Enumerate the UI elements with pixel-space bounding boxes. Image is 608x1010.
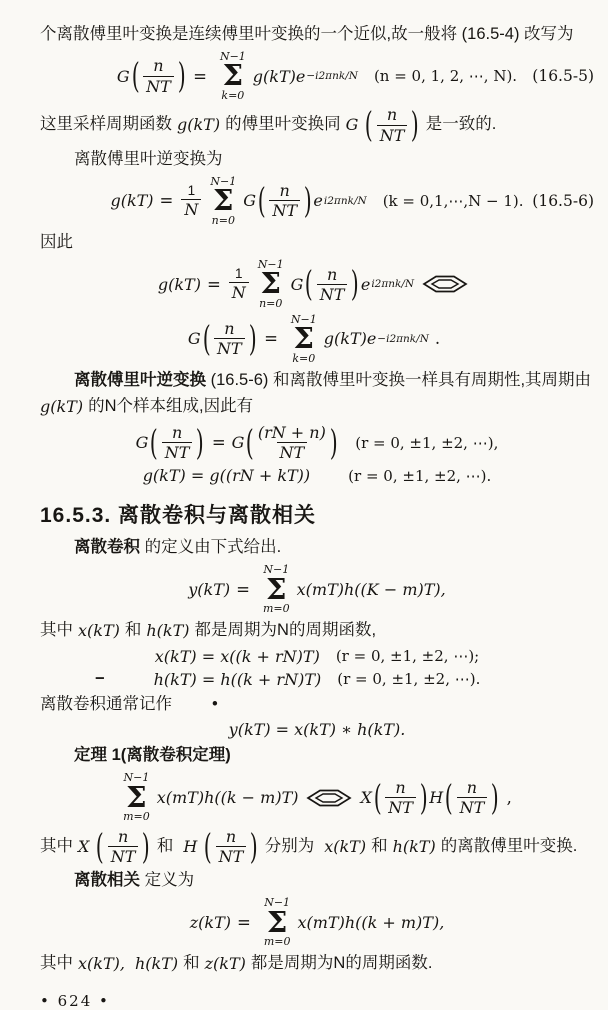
bold-lead: 离散相关 (74, 871, 140, 890)
exponent: i2πnk/N (323, 194, 367, 207)
condition: (r = 0, ±1, ±2, ⋯); (335, 647, 480, 666)
fraction-n-NT (377, 105, 408, 144)
denominator: NT (162, 442, 193, 462)
sample-function-line (40, 105, 594, 144)
sigma-symbol: Σ (266, 571, 287, 606)
periodicity-paragraph-line2 (40, 395, 594, 419)
math-gkT: g(kT) (110, 191, 154, 211)
equals-sign: = (206, 274, 221, 294)
math-expression: y(kT) = x(kT) ∗ h(kT). (228, 720, 406, 740)
equation-h-periodicity (40, 670, 594, 689)
math-G: G (243, 191, 256, 211)
math-G: G (116, 66, 130, 86)
sum-lower-limit: m=0 (262, 602, 290, 616)
text-segment: 定义为 (144, 871, 195, 890)
math-xkT: x(kT) (78, 620, 120, 640)
denominator: NT (277, 442, 308, 462)
denominator: N (229, 282, 249, 302)
sum-lower-limit: k=0 (221, 88, 245, 102)
equation-convolution-theorem (40, 772, 594, 823)
where-XH-line (40, 827, 594, 866)
condition: (k = 0,1,⋯,N − 1). (382, 191, 524, 210)
text-segment: (16.5-6) 和离散傅里叶变换一样具有周期性,其周期由 (210, 371, 592, 390)
right-paren: ) (411, 104, 420, 146)
denominator: NT (214, 338, 245, 358)
equation-idft (40, 176, 594, 227)
text-segment: 和 (183, 953, 200, 972)
left-paren: ( (257, 180, 266, 222)
summand: g(kT)e (252, 66, 306, 86)
text-segment: 其中 (40, 836, 73, 855)
denominator: NT (216, 846, 247, 866)
denominator: NT (269, 200, 300, 220)
where-xhz-line (40, 952, 594, 976)
text-segment: 都是周期为N的周期函数, (194, 620, 377, 639)
denominator: N (181, 199, 201, 219)
bold-lead: 离散卷积 (74, 538, 140, 557)
math-zkT: z(kT) (189, 912, 231, 932)
math-H: H (429, 788, 444, 808)
fraction-n-NT (216, 827, 247, 866)
correlation-def-line (40, 868, 594, 893)
left-paren: ( (131, 55, 140, 97)
fraction-n-NT (162, 423, 193, 462)
intro-paragraph: 个离散傅里叶变换是连续傅里叶变换的一个近似,故一般将 (16.5-4) 改写为 (40, 25, 574, 43)
right-paren: ) (491, 777, 499, 818)
math-G: G (345, 115, 359, 135)
math-hkT: h(kT) (146, 620, 190, 640)
equation-pair-inverse (40, 314, 594, 365)
summation (291, 314, 317, 365)
text-segment: 是一致的. (425, 115, 497, 134)
inverse-intro-line: 离散傅里叶逆变换为 (74, 149, 223, 168)
exponent: −i2πnk/N (377, 332, 429, 345)
text-segment: 离散卷积通常记作 (40, 694, 172, 713)
sum-upper-limit: N−1 (263, 562, 290, 576)
math-hkT: h(kT) (134, 953, 179, 973)
summation (220, 51, 246, 102)
math-G: G (290, 274, 304, 294)
theorem-label: 定理 1(离散卷积定理) (74, 746, 231, 765)
sum-upper-limit: N−1 (123, 771, 150, 785)
sigma-symbol: Σ (222, 58, 244, 93)
sigma-symbol: Σ (293, 321, 315, 356)
left-paren: ( (373, 777, 382, 818)
math-gkT: g(kT) (40, 397, 84, 417)
denominator: NT (377, 125, 408, 145)
summation (264, 897, 291, 948)
summand: g(kT)e (323, 329, 377, 349)
sum-lower-limit: n=0 (259, 297, 283, 310)
condition: (r = 0, ±1, ±2, ⋯), (355, 433, 499, 452)
equals-sign: = (264, 329, 278, 349)
math-H: H (183, 836, 198, 856)
transform-pair-icon (306, 788, 352, 808)
text-segment: 和 (156, 836, 174, 855)
summand: x(mT)h((k − m)T) (156, 788, 299, 808)
math-G: G (135, 433, 149, 453)
math-hkT: h(kT) (392, 836, 436, 856)
periodicity-paragraph-line1 (40, 368, 594, 393)
right-paren: ) (250, 826, 258, 867)
thus-line: 因此 (40, 233, 73, 252)
sum-upper-limit: N−1 (219, 49, 246, 63)
text-segment: 分别为 (264, 836, 315, 855)
sigma-symbol: Σ (260, 266, 281, 301)
exponent: −i2πnk/N (306, 70, 358, 83)
right-paren: ) (177, 55, 186, 97)
math-e: e (360, 274, 371, 294)
sum-upper-limit: N−1 (264, 895, 291, 909)
denominator: NT (143, 76, 174, 96)
where-xh-line (40, 619, 594, 643)
left-paren: ( (305, 263, 314, 305)
page-number: • 624 • (40, 991, 110, 1010)
numerator: n (326, 264, 338, 284)
numerator: n (279, 181, 290, 201)
equation-convolution-notation (40, 720, 594, 739)
fraction-n-NT (269, 181, 300, 220)
math-ykT: y(kT) (188, 579, 231, 599)
math-expression: h(kT) = h((k + rN)T) (153, 669, 322, 689)
math-xkT: x(kT), (78, 953, 125, 973)
fraction-n-NT (385, 778, 416, 817)
equals-sign: = (159, 191, 174, 211)
fraction-n-NT (214, 319, 245, 358)
right-paren: ) (419, 777, 428, 818)
comma: , (506, 788, 512, 808)
convolution-notation-line (40, 693, 594, 717)
convolution-def-line (40, 535, 594, 560)
fraction-n-NT (317, 265, 348, 304)
text-segment: 的定义由下式给出. (144, 538, 282, 557)
equation-correlation (40, 897, 594, 948)
fraction-1-N (229, 266, 249, 302)
math-gkT: g(kT) (157, 274, 201, 294)
period: . (434, 329, 441, 349)
fraction-n-NT (457, 778, 488, 817)
sigma-symbol: Σ (213, 183, 234, 218)
equation-convolution (40, 564, 594, 615)
stray-dot-artifact: • (212, 694, 218, 713)
right-paren: ) (196, 422, 205, 463)
sum-lower-limit: k=0 (292, 351, 316, 365)
condition: (n = 0, 1, 2, ⋯, N). (373, 67, 518, 86)
math-X: X (360, 788, 372, 808)
fraction-1-N (181, 183, 201, 219)
equation-g-periodicity (40, 466, 594, 485)
sigma-symbol: Σ (266, 904, 288, 939)
sum-upper-limit: N−1 (210, 174, 237, 188)
equals-sign: = (236, 912, 251, 932)
left-paren: ( (96, 826, 105, 867)
text-segment: 其中 (40, 620, 73, 639)
math-expression: x(kT) = x((k + rN)T) (154, 646, 320, 666)
sum-lower-limit: m=0 (123, 810, 150, 824)
math-X: X (78, 836, 90, 856)
numerator: n (225, 826, 237, 846)
summation (258, 259, 284, 310)
text-segment: 的N个样本组成,因此有 (88, 396, 254, 415)
equation-dft (40, 51, 594, 102)
numerator: n (153, 56, 164, 76)
sum-upper-limit: N−1 (290, 312, 317, 326)
left-paren: ( (202, 318, 211, 360)
left-paren: ( (246, 422, 255, 463)
sum-lower-limit: m=0 (263, 935, 291, 949)
denominator: NT (385, 797, 416, 817)
numerator: n (466, 777, 478, 797)
numerator: n (395, 777, 406, 797)
equation-G-periodicity (40, 423, 594, 462)
math-gkT: g(kT) (177, 115, 221, 135)
text-segment: 这里采样周期函数 (40, 115, 172, 134)
fraction-n-NT (108, 827, 139, 866)
section-heading: 16.5.3. 离散卷积与离散相关 (40, 504, 317, 528)
summation (263, 564, 290, 615)
denominator: NT (457, 797, 488, 817)
summation (210, 176, 236, 227)
math-e: e (313, 191, 323, 211)
text-segment: 和 (371, 836, 388, 855)
sum-lower-limit: n=0 (211, 213, 235, 227)
bold-lead: 离散傅里叶逆变换 (74, 371, 206, 390)
equals-sign: = (211, 433, 226, 453)
left-paren: ( (444, 777, 453, 818)
summand: x(mT)h((k + m)T), (297, 912, 445, 932)
fraction-n-NT (143, 56, 174, 95)
denominator: NT (317, 284, 348, 304)
equation-pair-forward (40, 259, 594, 310)
numerator: n (117, 826, 129, 846)
math-G: G (231, 433, 245, 453)
numerator: (rN + n) (257, 422, 326, 442)
text-segment: 和 (124, 620, 142, 639)
equals-sign: = (236, 579, 250, 599)
summand: x(mT)h((K − m)T), (296, 579, 446, 599)
sigma-symbol: Σ (126, 779, 147, 814)
transform-pair-icon (422, 274, 468, 294)
equation-number: (16.5-6) (532, 191, 594, 210)
math-G: G (187, 329, 201, 349)
margin-dash-artifact: − (95, 669, 105, 688)
math-xkT: x(kT) (324, 836, 367, 856)
math-zkT: z(kT) (204, 953, 246, 973)
equation-x-periodicity (40, 647, 594, 666)
left-paren: ( (203, 826, 212, 867)
math-expression: g(kT) = g((rN + kT)) (142, 466, 311, 486)
fraction-rNn-NT (258, 423, 326, 462)
condition: (r = 0, ±1, ±2, ⋯). (348, 466, 492, 485)
text-segment: 其中 (40, 953, 73, 972)
numerator: 1 (187, 182, 196, 198)
numerator: n (224, 319, 235, 339)
text-segment: 的傅里叶变换同 (225, 115, 341, 134)
right-paren: ) (303, 180, 312, 222)
exponent: i2πnk/N (371, 278, 415, 291)
numerator: n (386, 105, 398, 125)
numerator: 1 (235, 266, 243, 282)
right-paren: ) (248, 318, 257, 360)
condition: (r = 0, ±1, ±2, ⋯). (337, 670, 481, 689)
right-paren: ) (329, 422, 338, 463)
right-paren: ) (142, 826, 151, 867)
numerator: n (171, 422, 183, 442)
text-segment: 的离散傅里叶变换. (440, 836, 578, 855)
denominator: NT (108, 846, 139, 866)
left-paren: ( (365, 104, 374, 146)
equals-sign: = (193, 66, 207, 86)
right-paren: ) (351, 263, 360, 305)
summation (123, 772, 150, 823)
text-segment: 都是周期为N的周期函数. (250, 953, 433, 972)
equation-number: (16.5-5) (532, 67, 594, 86)
left-paren: ( (150, 422, 159, 463)
sum-upper-limit: N−1 (257, 257, 284, 271)
